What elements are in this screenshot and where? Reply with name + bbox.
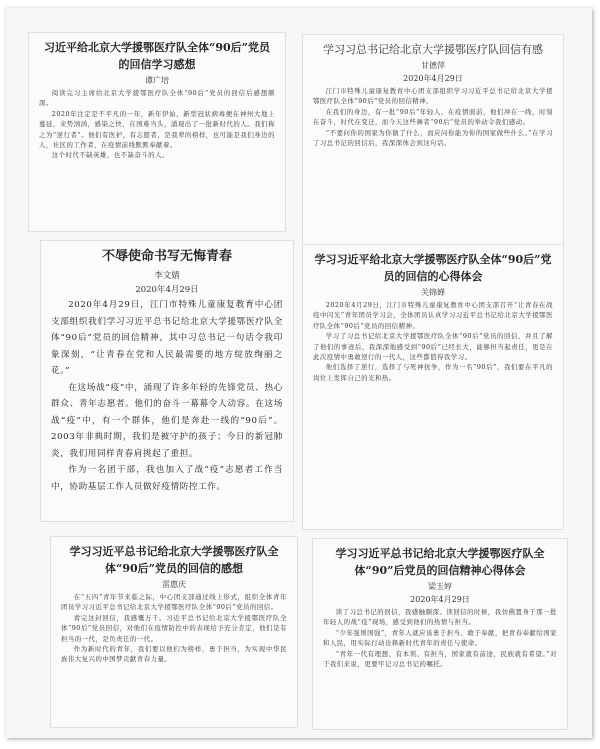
article-date: 2020年4月29日	[135, 285, 199, 295]
paragraph: 看完这封回信，我感慨万千。习近平总书记给北京大学援鄂医疗队全体“90后”党员回信，对他们在疫情防控中的表现给予充分肯定，他们是有担当的一代，是负责任的一代。	[61, 613, 287, 643]
paragraph: 在我们的身边，有一批“90后”年轻人，在疫情面前，他们冲在一线，时刻在奋斗，时代在变迁，而今天这些舞者“90后”党员的举动令我们感动。	[313, 107, 553, 127]
paragraph: 作为新时代的青年，我们要以他们为榜样，勇于担当，为实现中华民族伟大复兴的中国梦贡献青春力量。	[61, 645, 287, 664]
article-panel-5	[50, 536, 298, 728]
paragraph: 读了习总书记的回信，我感触颇深。读回信的时候，我仿佛置身于那一批年轻人的战“疫”现场，感受到他们的热情与担当。	[323, 608, 557, 627]
article-author: 雷惠庆	[162, 580, 186, 589]
paragraph: 阅读完习主席给北京大学援鄂医疗队全体“90后”党员的回信后感想颇深。	[39, 89, 275, 108]
paragraph: “不要问你的国家为你做了什么，而应问你能为你的国家做些什么。”在学习了习总书记的回信后，我深深体会到这句话。	[313, 128, 553, 148]
article-body	[313, 300, 553, 383]
paragraph: 作为一名团干部，我也加入了战“疫”志愿者工作当中，协助基层工作人员做好疫情防控工作。	[51, 465, 283, 492]
article-author: 甘德萍	[421, 61, 445, 70]
paragraph: 2020年注定是不平凡的一年，新年伊始，新型冠状病毒便在神州大地上蔓延，来势汹汹，感染之快，在国难当头，涌现出了一批新时代的人。我们称之为“逆行者”。他们有医护，有志愿者，是我辈的榜样，也可能是我们身边的人，社区的工作者，在疫情前线默默奉献着。	[39, 109, 275, 150]
article-panel-2	[302, 34, 564, 246]
paragraph: 学习了习总书记给北京大学援鄂医疗队全体“90后”党员的回信，并且了解了他们的事迹后，我深深地感受到“90后”已经长大，能够担当起责任，更是在此次疫情中勇敢逆行的一代人，这些都值得我学习。	[313, 332, 553, 362]
article-title: 学习习总书记给北京大学援鄂医疗队回信有感	[323, 43, 543, 56]
article-panel-1	[28, 32, 286, 232]
paragraph: 在“五四”青年节来临之际，中心团支部通过线上形式，组织全体青年团员学习习近平总书记给北京大学援鄂医疗队全体“90后”党员的回信。	[61, 593, 287, 612]
paragraph: 在这场战“疫”中，涌现了许多年轻的先锋党员、热心群众、青年志愿者。他们的奋斗一幕幕令人动容。在这场战“疫”中，有一个群体，他们是奔赴一线的“90后”。2003年非典时期，我们是被守护的孩子；今日的新冠肺炎，我们用同样青春肩挑起了重担。	[51, 382, 283, 459]
article-title: 学习习近平总书记给北京大学援鄂医疗队全体“90后”党员的回信的感想	[69, 545, 279, 575]
paragraph: 这个时代不缺英雄，也不缺奋斗的人。	[51, 151, 169, 160]
article-title: 不辱使命书写无悔青春	[101, 249, 232, 264]
article-body	[313, 86, 553, 148]
article-body	[323, 607, 557, 669]
article-author: 梁玉婷	[428, 582, 452, 591]
article-title: 学习习近平总书记给北京大学援鄂医疗队全体“90”后党员的回信精神心得体会	[335, 547, 545, 577]
article-body	[61, 592, 287, 665]
article-date: 2020年4月29日	[403, 74, 463, 83]
article-body	[39, 88, 275, 161]
article-date: 2020年4月29日	[410, 595, 470, 604]
article-body	[51, 297, 283, 495]
paragraph: 江门市特殊儿童康复教育中心团支部组织学习习近平总书记给北京大学援鄂医疗队全体“90后”党员的回信精神。	[313, 87, 553, 106]
paragraph: “青年一代有理想、有本领、有担当，国家就有前途，民族就有希望。”对于我们来说，更要牢记习总书记的嘱托。	[323, 649, 557, 669]
article-panel-3	[40, 240, 294, 522]
paragraph: 2020年4月29日，江门市特殊儿童康复教育中心团支部召开“让青春在战疫中闪光”青年团员学习会，全体团员认真学习习近平总书记给北京大学援鄂医疗队全体“90后”党员的回信精神。	[313, 301, 553, 330]
page-frame	[6, 8, 592, 738]
paragraph: “少年强则国强”，青年人就应该勇于担当、敢于奉献，把青春奉献给国家和人民，用实际行动诠释新时代青年的责任与使命。	[323, 628, 557, 648]
article-title: 习近平给北京大学援鄂医疗队全体“90后”党员的回信学习感想	[44, 41, 270, 71]
article-author: 谭广培	[145, 76, 169, 85]
article-title: 学习习近平给北京大学援鄂医疗队全体“90后”党员的回信的心得体会	[314, 253, 552, 283]
paragraph: 2020年4月29日，江门市特殊儿童康复教育中心团支部组织我们学习习近平总书记给北京大学援鄂医疗队全体“90后”党员的回信精神，其中习总书记一句话令我印象深刻，“让青春在党和人民最需要的地方绽放绚丽之花。”	[51, 300, 283, 376]
article-author: 李文婧	[154, 271, 180, 281]
paragraph: 他们选择了逆行，选择了与死神抗争，作为一名“90后”，我们要在平凡的岗位上发挥自己的光和热。	[313, 363, 553, 382]
article-panel-4	[302, 244, 564, 530]
article-panel-6	[312, 538, 568, 730]
article-author: 关锦婵	[421, 288, 445, 297]
